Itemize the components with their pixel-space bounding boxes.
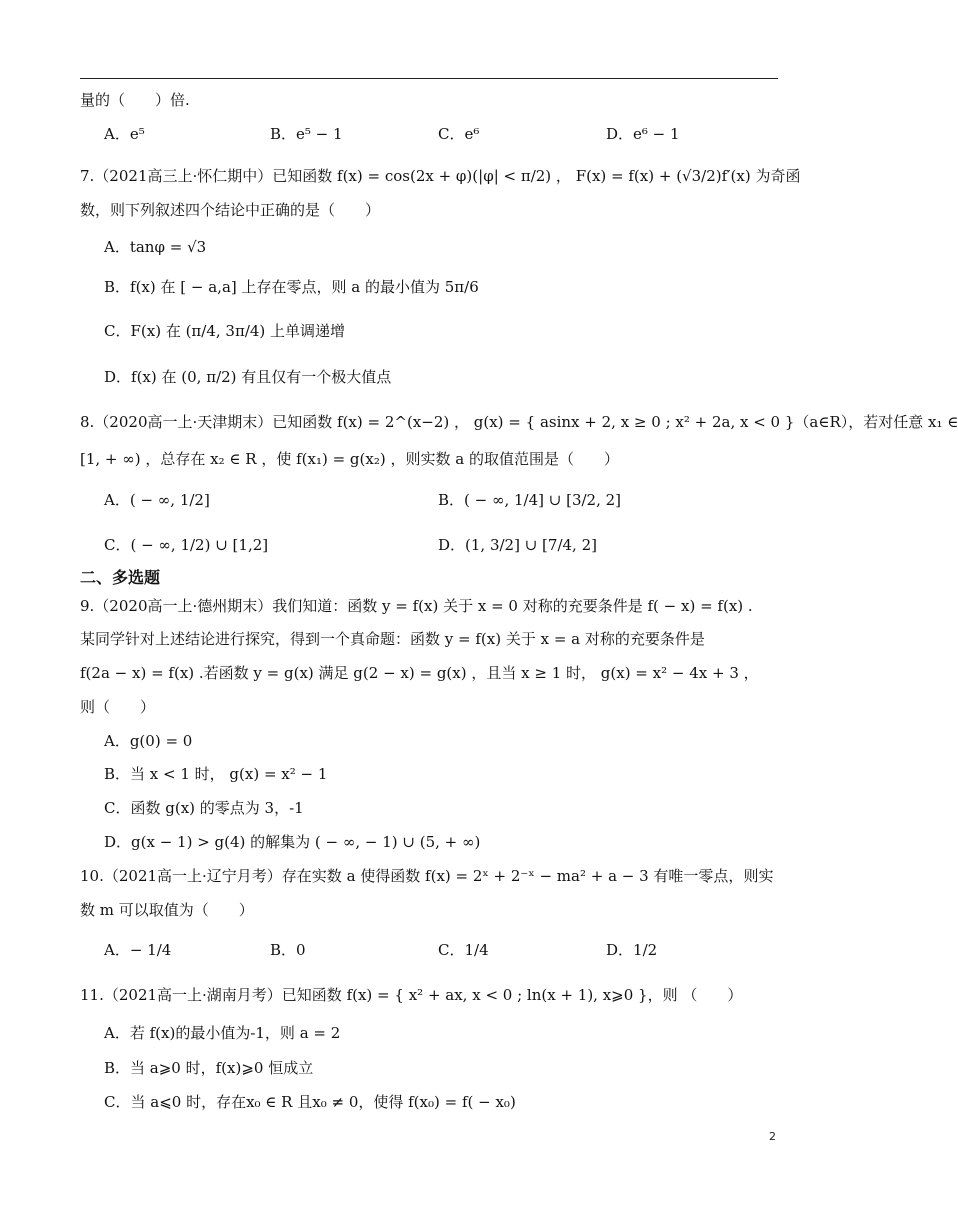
option-d: D．f(x) 在 (0, π/2) 有且仅有一个极大值点: [104, 368, 392, 386]
option-d: D．1/2: [606, 941, 658, 959]
question-10: 10.（2021高一上·辽宁月考）存在实数 a 使得函数 f(x) = 2ˣ + 2⁻ˣ − ma² + a − 3 有唯一零点，则实: [80, 867, 774, 885]
header-rule: [80, 78, 778, 79]
option-b: B．当 x < 1 时， g(x) = x² − 1: [104, 765, 328, 783]
section-heading: 二、多选题: [80, 568, 161, 587]
option-b: B．0: [270, 941, 306, 959]
option-b: B．当 a⩾0 时，f(x)⩾0 恒成立: [104, 1059, 314, 1077]
option-c: C．e⁶: [438, 125, 480, 143]
option-b: B．f(x) 在 [ − a,a] 上存在零点，则 a 的最小值为 5π/6: [104, 278, 479, 296]
text-line: 则（ ）: [80, 698, 156, 716]
text-line: 数 m 可以取值为（ ）: [80, 901, 254, 919]
option-a: A．g(0) = 0: [104, 732, 193, 750]
option-a: A．tanφ = √3: [104, 238, 207, 256]
option-d: D．(1, 3/2] ∪ [7/4, 2]: [438, 536, 597, 554]
option-a: A．e⁵: [104, 125, 145, 143]
question-11: 11.（2021高一上·湖南月考）已知函数 f(x) = { x² + ax, x < 0 ; ln(x + 1), x⩾0 }，则 （ ）: [80, 986, 743, 1004]
option-d: D．e⁶ − 1: [606, 125, 680, 143]
option-d: D．g(x − 1) > g(4) 的解集为 ( − ∞, − 1) ∪ (5, + ∞): [104, 833, 481, 851]
text-line: 量的（ ）倍.: [80, 91, 190, 109]
option-a: A．若 f(x)的最小值为-1，则 a = 2: [104, 1024, 341, 1042]
option-c: C．( − ∞, 1/2) ∪ [1,2]: [104, 536, 269, 554]
option-c: C．函数 g(x) 的零点为 3，-1: [104, 799, 304, 817]
text-line: f(2a − x) = f(x) .若函数 y = g(x) 满足 g(2 − x) = g(x) ，且当 x ≥ 1 时， g(x) = x² − 4x + 3 ，: [80, 664, 759, 682]
option-c: C．当 a⩽0 时，存在x₀ ∈ R 且x₀ ≠ 0，使得 f(x₀) = f( − x₀): [104, 1093, 516, 1111]
option-b: B．e⁵ − 1: [270, 125, 343, 143]
option-a: A．( − ∞, 1/2]: [104, 491, 210, 509]
text-line: 某同学针对上述结论进行探究，得到一个真命题：函数 y = f(x) 关于 x = a 对称的充要条件是: [80, 630, 705, 648]
option-c: C．F(x) 在 (π/4, 3π/4) 上单调递增: [104, 322, 346, 340]
question-8: 8.（2020高一上·天津期末）已知函数 f(x) = 2^(x−2) ， g(x) = { asinx + 2, x ≥ 0 ; x² + 2a, x < 0 }（a∈R），若对任意 x₁ ∈: [80, 413, 958, 431]
option-a: A．− 1/4: [104, 941, 172, 959]
option-b: B．( − ∞, 1/4] ∪ [3/2, 2]: [438, 491, 622, 509]
question-7: 7.（2021高三上·怀仁期中）已知函数 f(x) = cos(2x + φ)(|φ| < π/2) ， F(x) = f(x) + (√3/2)f′(x) 为奇函: [80, 167, 801, 185]
text-line: 数，则下列叙述四个结论中正确的是（ ）: [80, 201, 381, 219]
question-9: 9.（2020高一上·德州期末）我们知道：函数 y = f(x) 关于 x = 0 对称的充要条件是 f( − x) = f(x) .: [80, 597, 753, 615]
option-c: C．1/4: [438, 941, 489, 959]
page-number: 2: [769, 1130, 776, 1143]
text-line: [1, + ∞) ，总存在 x₂ ∈ R ，使 f(x₁) = g(x₂) ，则实数 a 的取值范围是（ ）: [80, 450, 619, 468]
